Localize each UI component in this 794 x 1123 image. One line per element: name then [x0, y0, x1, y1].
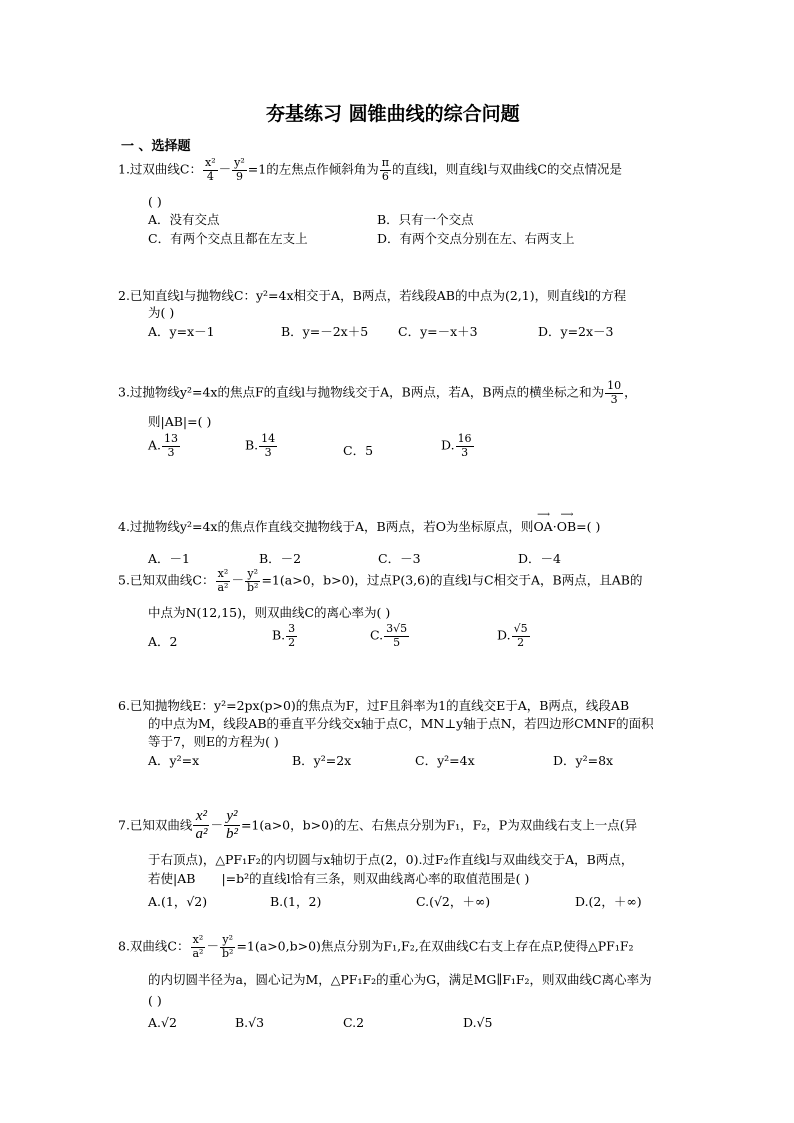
q7-stem-line2: 于右顶点)，△PF₁F₂的内切圆与x轴切于点(2，0).过F₂作直线l与双曲线交于A，B两点， — [148, 852, 634, 867]
q6-option-c[interactable]: C．y²=4x — [415, 753, 475, 768]
q8-fraction-x: $\frac{\text{x²}}{\text{a²}}$ — [192, 933, 204, 960]
q6-option-d[interactable]: D．y²=8x — [553, 753, 614, 768]
q8-option-a[interactable]: A.√2 — [148, 1015, 177, 1030]
q7-option-a[interactable]: A.(1，√2) — [148, 894, 208, 909]
q1-fraction-angle: $\frac{\pi}{6}$ — [381, 156, 389, 183]
q4-option-a[interactable]: A．－1 — [148, 551, 190, 566]
question-8-stem — [118, 934, 634, 960]
q5-text-1: 5.已知双曲线C： — [118, 572, 215, 588]
question-7-stem — [118, 808, 637, 844]
q8-stem-line3: ( ) — [148, 993, 162, 1008]
question-5-stem — [118, 568, 642, 594]
q8-stem-line2: 的内切圆半径为a，圆心记为M，△PF₁F₂的重心为G，满足MG∥F₁F₂，则双曲线C离心率为 — [148, 972, 652, 987]
q7-text-1: 7.已知双曲线 — [118, 817, 193, 833]
q3-tail: ， — [624, 384, 637, 400]
question-4-stem — [118, 510, 601, 534]
q5-fraction-x: $\frac{\text{x²}}{\text{a²}}$ — [217, 567, 229, 594]
q1-text-1: 1.过双曲线C： — [118, 161, 202, 177]
q1-text-3: 的直线l，则直线l与双曲线C的交点情况是 — [391, 161, 622, 177]
q5-minus: － — [231, 572, 244, 588]
q4-dot: · — [552, 519, 557, 534]
question-1-stem — [118, 157, 622, 183]
q3-option-a[interactable]: A. $\frac{13}{3}$ — [148, 432, 179, 459]
q3-option-c[interactable]: C．5 — [343, 443, 374, 458]
q8-fraction-y: $\frac{\text{y²}}{\text{b²}}$ — [221, 933, 234, 960]
q3-option-b[interactable]: B. $\frac{14}{3}$ — [245, 432, 276, 459]
q8-option-c[interactable]: C.2 — [343, 1015, 365, 1030]
q7-minus: － — [210, 817, 223, 833]
q1-option-d[interactable]: D．有两个交点分别在左、右两支上 — [377, 231, 575, 246]
q8-option-b[interactable]: B.√3 — [235, 1015, 265, 1030]
question-2-stem: 2.已知直线l与抛物线C：y²=4x相交于A，B两点，若线段AB的中点为(2,1)，则直线l的方程 — [118, 288, 627, 303]
q2-option-a[interactable]: A．y=x－1 — [148, 324, 215, 339]
q1-fraction-x: $\frac{\text{x²}}{4}$ — [205, 156, 216, 183]
q6-stem-line3: 等于7，则E的方程为( ) — [148, 734, 279, 749]
page-title: 夯基练习 圆锥曲线的综合问题 — [266, 103, 520, 125]
q4-option-d[interactable]: D．－4 — [518, 551, 561, 566]
q6-option-a[interactable]: A．y²=x — [148, 753, 200, 768]
q2-option-c[interactable]: C．y=－x＋3 — [398, 324, 478, 339]
q4-text-1: 4.过抛物线y²=4x的焦点作直线交抛物线于A，B两点，若O为坐标原点，则 — [118, 519, 534, 534]
q7-option-d[interactable]: D.(2，＋∞) — [575, 894, 642, 909]
q4-tail: =( ) — [576, 519, 601, 534]
q7-fraction-x: $\frac{\text{x²}}{\text{a²}}$ — [195, 808, 208, 843]
q5-fraction-y: $\frac{\text{y²}}{\text{b²}}$ — [246, 567, 259, 594]
q2-stem-line2: 为( ) — [148, 305, 175, 320]
q7-stem-line3: 若使|AB |=b²的直线l恰有三条，则双曲线离心率的取值范围是( ) — [148, 871, 530, 886]
q8-option-d[interactable]: D.√5 — [463, 1015, 493, 1030]
q8-text-1: 8.双曲线C： — [118, 938, 190, 954]
q7-text-2: =1(a>0，b>0)的左、右焦点分别为F₁，F₂，P为双曲线右支上一点(异 — [240, 817, 638, 833]
q5-stem-line2: 中点为N(12,15)，则双曲线C的离心率为( ) — [148, 605, 391, 620]
q8-text-2: =1(a>0,b>0)焦点分别为F₁,F₂,在双曲线C右支上存在点P,使得△PF₁F₂ — [236, 938, 634, 954]
q4-option-c[interactable]: C．－3 — [378, 551, 421, 566]
q1-minus: － — [218, 161, 232, 177]
q5-option-d[interactable]: D. $\frac{√5}{2}$ — [497, 622, 528, 649]
q5-option-c[interactable]: C. $\frac{3√5}{5}$ — [370, 622, 408, 649]
q5-text-2: =1(a>0，b>0)，过点P(3,6)的直线l与C相交于A，B两点，且AB的 — [261, 572, 643, 588]
q6-option-b[interactable]: B．y²=2x — [292, 753, 352, 768]
q1-option-a[interactable]: A．没有交点 — [148, 212, 220, 227]
q1-text-2: =1的左焦点作倾斜角为 — [247, 161, 379, 177]
section-heading: 一 、选择题 — [121, 139, 191, 154]
q4-vector-ob: ⟶ OB — [556, 510, 577, 534]
q3-text-1: 3.过抛物线y²=4x的焦点F的直线l与抛物线交于A，B两点，若A，B两点的横坐标之和为 — [118, 384, 605, 400]
question-6-stem: 6.已知抛物线E：y²=2px(p>0)的焦点为F，过F且斜率为1的直线交E于A，B两点，线段AB — [118, 698, 630, 713]
q7-option-b[interactable]: B.(1，2) — [270, 894, 322, 909]
q7-fraction-y: $\frac{\text{y²}}{\text{b²}}$ — [225, 808, 238, 843]
q1-fraction-y: $\frac{\text{y²}}{9}$ — [234, 156, 245, 183]
q1-option-b[interactable]: B．只有一个交点 — [377, 212, 474, 227]
q4-option-b[interactable]: B．－2 — [259, 551, 302, 566]
q8-minus: － — [206, 938, 219, 954]
q3-fraction-sum: $\frac{10}{3}$ — [607, 379, 622, 406]
q5-option-b[interactable]: B. $\frac{3}{2}$ — [272, 622, 296, 649]
q3-option-d[interactable]: D. $\frac{16}{3}$ — [441, 432, 472, 459]
q3-stem-line2: 则|AB|=( ) — [148, 414, 212, 429]
q2-option-b[interactable]: B．y=－2x＋5 — [281, 324, 369, 339]
question-3-stem — [118, 380, 637, 406]
q4-vector-oa: ⟶ OA — [533, 510, 553, 534]
q1-answer-paren: ( ) — [148, 194, 162, 209]
q2-option-d[interactable]: D．y=2x－3 — [538, 324, 614, 339]
q1-option-c[interactable]: C．有两个交点且都在左支上 — [148, 231, 308, 246]
q7-option-c[interactable]: C.(√2，＋∞) — [416, 894, 491, 909]
q5-option-a[interactable]: A．2 — [148, 634, 178, 649]
q6-stem-line2: 的中点为M，线段AB的垂直平分线交x轴于点C，MN⊥y轴于点N，若四边形CMNF的面积 — [148, 716, 654, 731]
